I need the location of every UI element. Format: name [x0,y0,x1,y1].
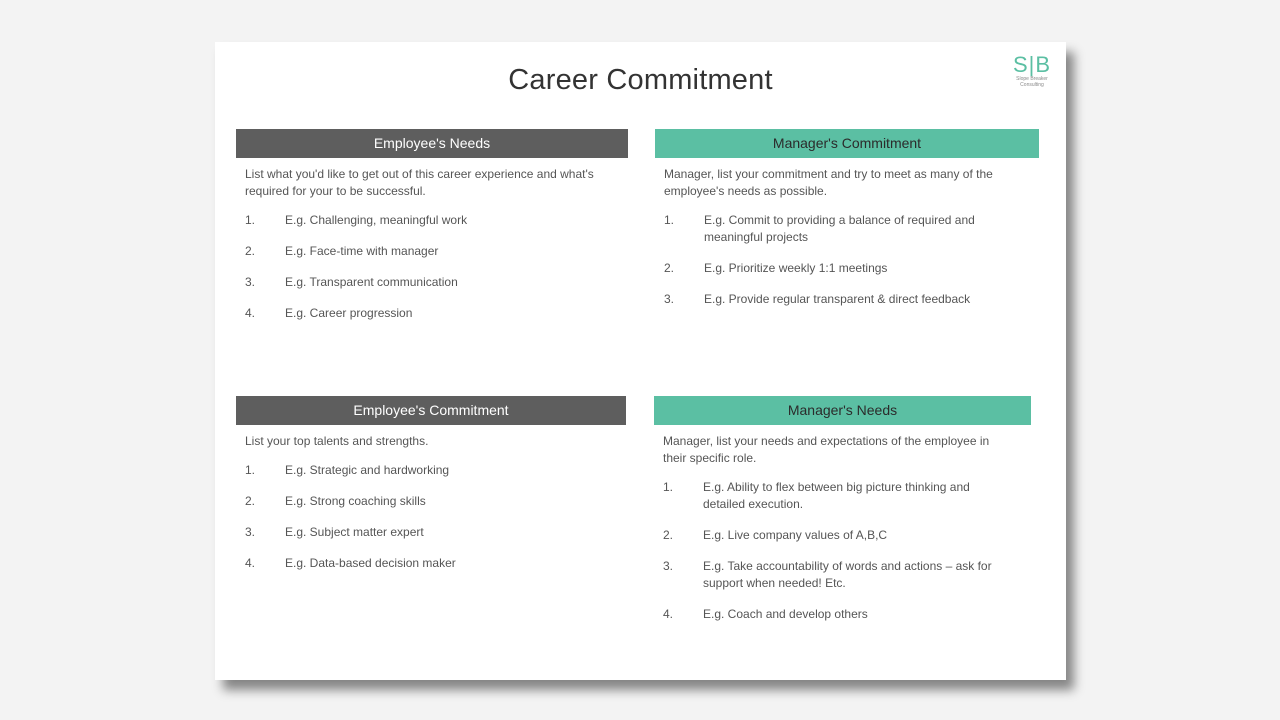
item-text: E.g. Transparent communication [285,275,458,289]
item-text: E.g. Provide regular transparent & direct feedback [704,292,971,306]
item-text: E.g. Prioritize weekly 1:1 meetings [704,261,888,275]
item-list [655,212,1039,308]
list-item [236,212,628,229]
item-number: 3. [664,292,675,306]
item-text: E.g. Data-based decision maker [285,556,456,570]
list-item [236,555,626,572]
item-number: 4. [245,556,256,570]
panel-employee-commitment [236,396,626,586]
item-text: E.g. Commit to providing a balance of required and meaningful projects [704,213,975,244]
item-text: E.g. Subject matter expert [285,525,424,539]
item-number: 3. [245,275,256,289]
panel-header: Employee's Needs [236,129,628,158]
list-item [654,527,1031,544]
item-number: 1. [663,480,674,494]
panel-manager-needs [654,396,1031,637]
item-text: E.g. Take accountability of words and actions – ask for support when needed! Etc. [703,559,992,590]
panel-intro: List what you'd like to get out of this career experience and what's required for your to be successful. [245,167,594,198]
item-number: 2. [664,261,675,275]
item-number: 3. [245,525,256,539]
item-list [236,462,626,572]
item-number: 2. [245,494,256,508]
list-item [236,274,628,291]
item-text: E.g. Coach and develop others [703,607,868,621]
panel-intro: Manager, list your needs and expectations of the employee in their specific role. [663,434,990,465]
panel-header: Manager's Commitment [655,129,1039,158]
item-text: E.g. Face-time with manager [285,244,439,258]
logo-subtitle: Slope Breaker Consulting [1016,76,1048,88]
list-item [655,291,1039,308]
item-text: E.g. Challenging, meaningful work [285,213,468,227]
list-item [236,524,626,541]
list-item [236,305,628,322]
list-item [654,479,1031,513]
item-text: E.g. Ability to flex between big picture thinking and detailed execution. [703,480,970,511]
company-logo [1012,54,1052,88]
item-number: 2. [663,528,674,542]
item-text: E.g. Live company values of A,B,C [703,528,888,542]
list-item [655,212,1039,246]
item-number: 3. [663,559,674,573]
item-number: 1. [664,213,675,227]
item-number: 4. [245,306,256,320]
list-item [655,260,1039,277]
panel-intro: Manager, list your commitment and try to meet as many of the employee's needs as possible. [664,167,993,198]
list-item [654,558,1031,592]
item-list [236,212,628,322]
slide [215,42,1066,680]
slide-title: Career Commitment [508,64,773,96]
item-number: 2. [245,244,256,258]
item-number: 1. [245,463,256,477]
item-list [654,479,1031,623]
item-number: 4. [663,607,674,621]
panel-intro: List your top talents and strengths. [245,434,429,448]
panel-manager-commitment [655,129,1039,322]
item-text: E.g. Strategic and hardworking [285,463,450,477]
item-text: E.g. Strong coaching skills [285,494,426,508]
list-item [236,493,626,510]
logo-mark: S|B [1012,52,1052,77]
item-number: 1. [245,213,256,227]
item-text: E.g. Career progression [285,306,413,320]
panel-header: Employee's Commitment [236,396,626,425]
list-item [236,462,626,479]
list-item [236,243,628,260]
panel-header: Manager's Needs [654,396,1031,425]
panel-employee-needs [236,129,628,336]
list-item [654,606,1031,623]
